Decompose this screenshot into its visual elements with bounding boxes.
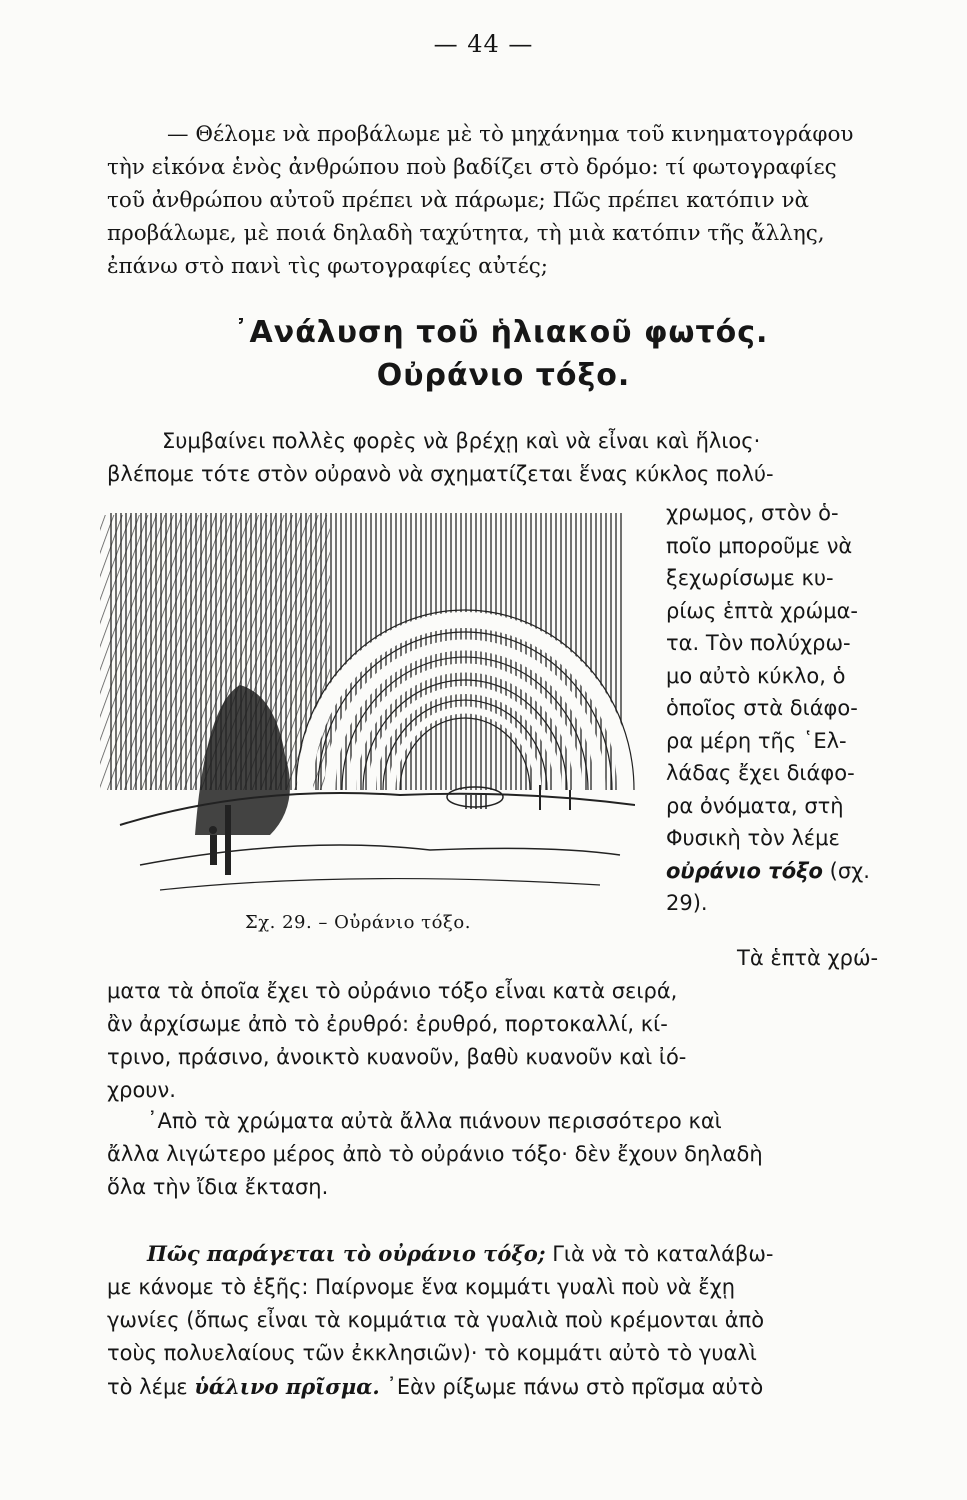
intro-line: προβάλωμε, μὲ ποιά δηλαδὴ ταχύτητα, τὴ μιὰ κατόπιν τῆς ἄλλης, <box>107 221 825 246</box>
body-line: ἂν ἀρχίσωμε ἀπὸ τὸ ἐρυθρό: ἐρυθρό, πορτοκαλλί, κί- <box>107 1012 668 1036</box>
prism-paragraph <box>107 1237 907 1404</box>
subheading-how: Πῶς παράγεται τὸ οὐράνιο τόξο; <box>147 1241 546 1266</box>
body-line: Συμβαίνει πολλὲς φορὲς νὰ βρέχῃ καὶ νὰ εἶναι καὶ ἥλιος· <box>162 429 761 453</box>
how-rest: Γιὰ νὰ τὸ καταλάβω- <box>545 1242 774 1266</box>
side-line: ρα μέρη τῆς ῾Ελ- <box>666 728 847 753</box>
side-line: ποῖο μποροῦμε νὰ <box>666 533 853 558</box>
body-line: ᾿Απὸ τὰ χρώματα αὐτὰ ἄλλα πιάνουν περισσότερο καὶ <box>147 1109 722 1133</box>
body-line: τρινο, πράσινο, ἀνοικτὸ κυανοῦν, βαθὺ κυανοῦν καὶ ἰό- <box>107 1045 687 1069</box>
side-line: μο αὐτὸ κύκλο, ὁ <box>666 663 846 688</box>
body-line: ἄλλα λιγώτερο μέρος ἀπὸ τὸ οὐράνιο τόξο· δὲν ἔχουν δηλαδὴ <box>107 1142 763 1166</box>
intro-line: — Θέλομε νὰ προβάλωμε μὲ τὸ μηχάνημα τοῦ κινηματογράφου <box>167 122 854 147</box>
side-line: ξεχωρίσωμε κυ- <box>666 566 834 590</box>
side-line-term <box>666 855 906 888</box>
page-number: — 44 — <box>433 30 534 58</box>
last-end: ᾿Εὰν ρίξωμε πάνω στὸ πρῖσμα αὐτὸ <box>379 1375 764 1399</box>
side-line: ρίως ἑπτὰ χρώμα- <box>666 598 859 623</box>
body-line: Τὰ ἑπτὰ χρώ- <box>737 946 879 970</box>
body-line: βλέπομε τότε στὸν οὐρανὸ νὰ σχηματίζεται ἕνας κύκλος πολύ- <box>107 462 774 486</box>
body-line: ματα τὰ ὁποῖα ἔχει τὸ οὐράνιο τόξο εἶναι κατὰ σειρά, <box>107 979 678 1003</box>
side-line: τα. Τὸν πολύχρω- <box>666 631 851 655</box>
rainbow-illustration <box>100 505 635 903</box>
intro-line: τὴν εἰκόνα ἑνὸς ἀνθρώπου ποὺ βαδίζει στὸ δρόμο: τί φωτογραφίες <box>107 155 837 180</box>
rainbow-engraving <box>100 505 635 903</box>
figure-caption: Σχ. 29. – Οὐράνιο τόξο. <box>245 912 471 933</box>
body-line-last <box>107 1370 907 1404</box>
body-line-first <box>107 1237 907 1271</box>
side-line: λάδας ἔχει διάφο- <box>666 761 855 785</box>
intro-line: τοῦ ἀνθρώπου αὐτοῦ πρέπει νὰ πάρωμε; Πῶς πρέπει κατόπιν νὰ <box>107 188 810 213</box>
side-line: ὁποῖος στὰ διάφο- <box>666 696 858 720</box>
side-line: χρωμος, στὸν ὁ- <box>666 501 839 525</box>
colors-paragraph <box>107 942 907 1107</box>
side-line: 29). <box>666 891 708 915</box>
body-line: τοὺς πολυελαίους τῶν ἐκκλησιῶν)· τὸ κομμάτι αὐτὸ τὸ γυαλὶ <box>107 1341 757 1365</box>
intro-line: ἐπάνω στὸ πανὶ τὶς φωτογραφίες αὐτές; <box>107 254 548 279</box>
side-line: ρα ὀνόματα, στὴ <box>666 793 844 818</box>
rainbow-intro-paragraph <box>107 425 907 491</box>
term-rainbow: οὐράνιο τόξο <box>666 858 823 883</box>
section-heading-line1: ᾿Ανάλυση τοῦ ἡλιακοῦ φωτός. <box>233 315 769 350</box>
intro-paragraph <box>107 118 897 283</box>
side-line: Φυσικὴ τὸν λέμε <box>666 826 840 850</box>
term-prism: ὑάλινο πρῖσμα. <box>194 1374 380 1399</box>
body-line: χρουν. <box>107 1078 176 1102</box>
section-heading-line2: Οὐράνιο τόξο. <box>376 358 631 393</box>
wrapped-text-column <box>666 497 906 920</box>
body-line: γωνίες (ὅπως εἶναι τὰ κομμάτια τὰ γυαλιὰ ποὺ κρέμονται ἀπὸ <box>107 1308 765 1332</box>
side-ref: (σχ. <box>822 858 870 883</box>
last-start: τὸ λέμε <box>107 1375 195 1399</box>
body-line: με κάνομε τὸ ἑξῆς: Παίρνομε ἕνα κομμάτι γυαλὶ ποὺ νὰ ἔχῃ <box>107 1275 736 1299</box>
body-line: ὅλα τὴν ἴδια ἔκταση. <box>107 1175 329 1199</box>
extent-paragraph <box>107 1105 907 1204</box>
